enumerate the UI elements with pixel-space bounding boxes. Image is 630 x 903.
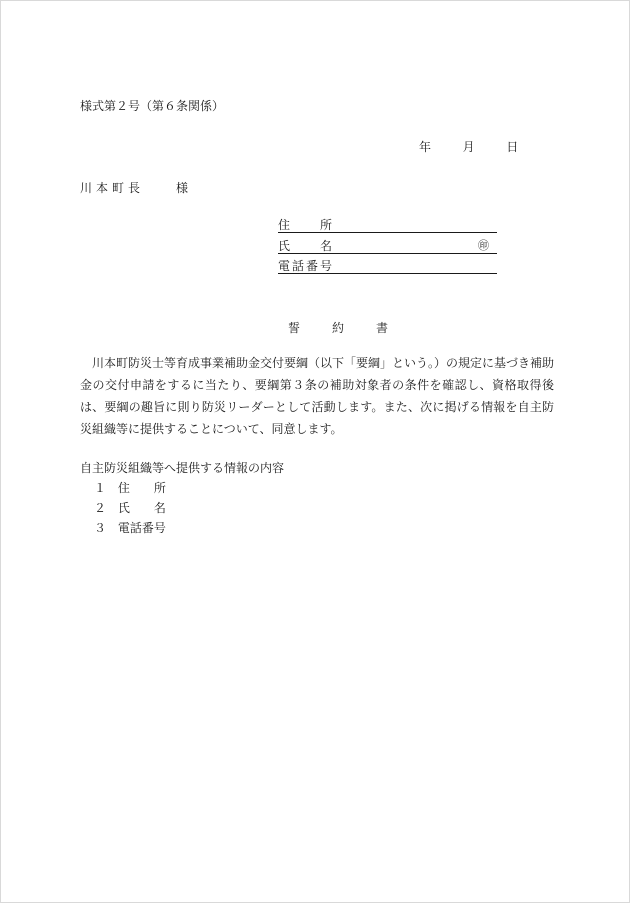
list-item — [94, 479, 166, 496]
document-title: 誓 約 書 — [288, 321, 399, 335]
pledge-body-text: 川本町防災士等育成事業補助金交付要綱（以下「要綱」という。）の規定に基づき補助金の交付申請をするに当たり、要綱第３条の補助対象者の条件を確認し、資格取得後は、要綱の趣旨に則り防災リーダーとして活動します。また、次に掲げる情報を自主防災組織等に提供することについて、同意します。 — [80, 356, 555, 436]
phone-field — [278, 257, 497, 274]
name-field — [278, 237, 497, 254]
list-item — [94, 519, 166, 536]
date-month: 月 — [462, 140, 475, 154]
date-year: 年 — [419, 140, 432, 154]
date-line — [419, 138, 518, 155]
addressee: 川本町長 様 — [80, 181, 193, 195]
list-item-number: ２ — [94, 501, 107, 515]
list-item-label: 氏 名 — [117, 501, 166, 515]
phone-label: 電話番号 — [278, 259, 335, 273]
form-number: 様式第２号（第６条関係） — [80, 99, 225, 113]
list-item-label: 電話番号 — [117, 521, 166, 535]
list-item-number: １ — [94, 481, 107, 495]
list-item — [94, 499, 166, 516]
list-item-label: 住 所 — [117, 481, 166, 495]
list-item-number: ３ — [94, 521, 107, 535]
date-day: 日 — [506, 140, 519, 154]
name-label: 氏 名 — [278, 239, 335, 253]
info-list-heading: 自主防災組織等へ提供する情報の内容 — [80, 461, 285, 475]
address-field — [278, 216, 497, 233]
address-label: 住 所 — [278, 218, 335, 232]
seal-mark: ㊞ — [478, 239, 489, 252]
